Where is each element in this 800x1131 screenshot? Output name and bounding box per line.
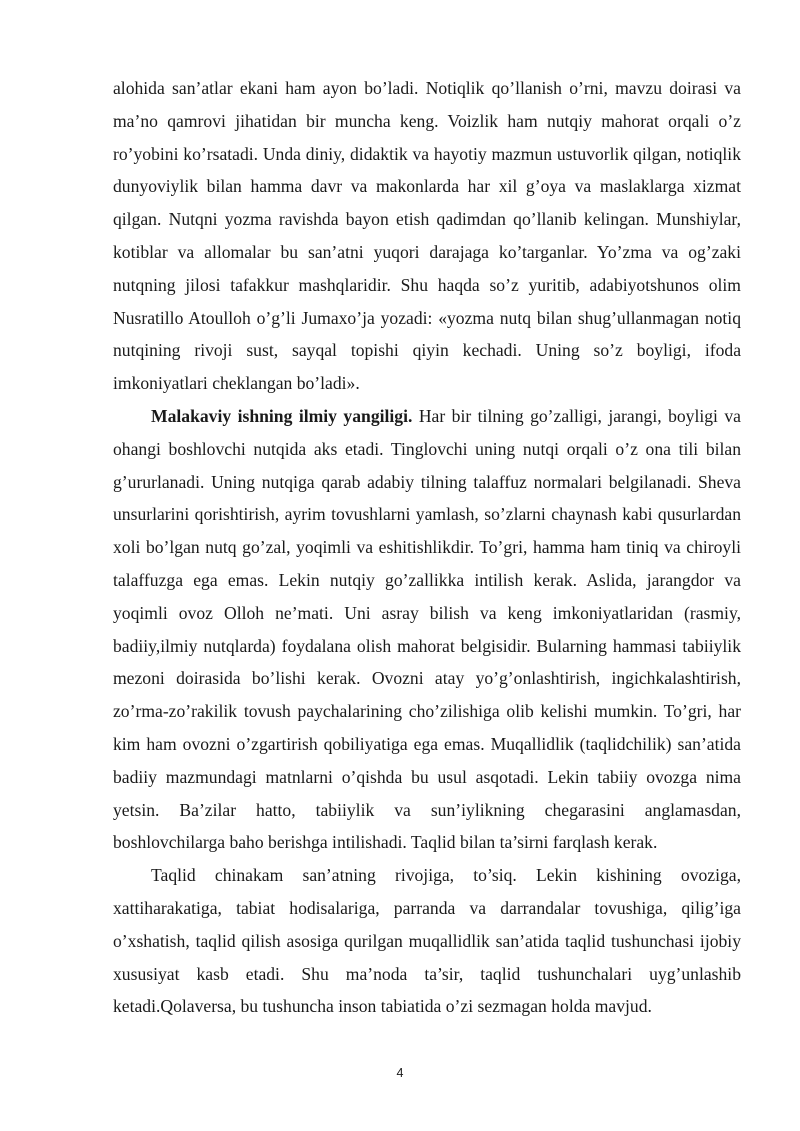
paragraph-imitation <box>113 859 741 1023</box>
page-number: 4 <box>396 1066 404 1080</box>
document-page <box>113 72 741 1023</box>
paragraph-heading: Malakaviy ishning ilmiy yangiligi. <box>151 405 413 426</box>
paragraph-scientific-novelty <box>113 400 741 859</box>
paragraph-intro <box>113 72 741 400</box>
paragraph-imitation-text: Taqlid chinakam san’atning rivojiga, to’siq. Lekin kishining ovoziga, xattiharakatiga, tabiat hodisalariga, parranda va darrandalar tovushiga, qilig’iga o’xshatish, taqlid qilish asosiga qurilgan muqallidlik san’atida taqlid tushunchasi ijobiy xususiyat kasb etadi. Shu ma’noda ta’sir, taqlid tushunchalari uyg’unlashib ketadi.Qolaversa, bu tushuncha inson tabiatida o’zi sezmagan holda mavjud. <box>113 865 741 1017</box>
paragraph-scientific-novelty-text: Har bir tilning go’zalligi, jarangi, boyligi va ohangi boshlovchi nutqida aks etadi. Tinglovchi uning nutqi orqali o’z ona tili bilan g’ururlanadi. Uning nutqiga qarab adabiy tilning talaffuz normalari belgilanadi. Sheva unsurlarini qorishtirish, ayrim tovushlarni yamlash, so’zlarni chaynash kabi qusurlardan xoli bo’lgan nutq go’zal, yoqimli va eshitishlikdir. To’gri, hamma ham tiniq va chiroyli talaffuzga ega emas. Lekin nutqiy go’zallikka intilish kerak. Aslida, jarangdor va yoqimli ovoz Olloh ne’mati. Uni asray bilish va keng imkoniyatlaridan (rasmiy, badiiy,ilmiy nutqlarda) foydalana olish mahorat belgisidir. Bularning hammasi tabiiylik mezoni doirasida bo’lishi kerak. Ovozni atay yo’g’onlashtirish, ingichkalashtirish, zo’rma-zo’rakilik tovush paychalarining cho’zilishiga olib kelishi mumkin. To’gri, har kim ham ovozni o’zgartirish qobiliyatiga ega emas. Muqallidlik (taqlidchilik) san’atida badiiy mazmundagi matnlarni o’qishda bu usul asqotadi. Lekin tabiiy ovozga nima yetsin. Ba’zilar hatto, tabiiylik va sun’iylikning chegarasini anglamasdan, boshlovchilarga baho berishga intilishadi. Taqlid bilan ta’sirni farqlash kerak. <box>113 405 741 853</box>
paragraph-intro-text: alohida san’atlar ekani ham ayon bo’ladi. Notiqlik qo’llanish o’rni, mavzu doirasi va ma’no qamrovi jihatidan bir muncha keng. Voizlik ham nutqiy mahorat orqali o’z ro’yobini ko’rsatadi. Unda diniy, didaktik va hayotiy mazmun ustuvorlik qilgan, notiqlik dunyoviylik bilan hamma davr va makonlarda har xil g’oya va maslaklarga xizmat qilgan. Nutqni yozma ravishda bayon etish qadimdan qo’llanib kelingan. Munshiylar, kotiblar va allomalar bu san’atni yuqori darajaga ko’targanlar. Yo’zma va og’zaki nutqning jilosi tafakkur mashqlaridir. Shu haqda so’z yuritib, adabiyotshunos olim Nusratillo Atoulloh o’g’li Jumaxo’ja yozadi: «yozma nutq bilan shug’ullanmagan notiq nutqining rivoji sust, sayqal topishi qiyin kechadi. Uning so’z boyligi, ifoda imkoniyatlari cheklangan bo’ladi». <box>113 78 741 394</box>
